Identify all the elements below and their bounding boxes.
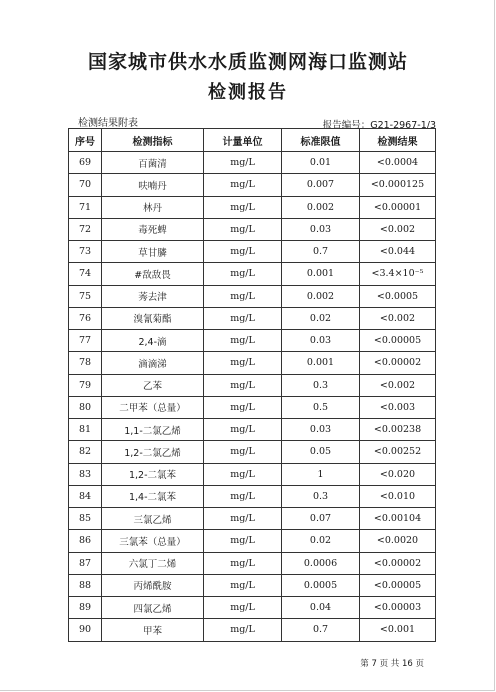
unit-cell: mg/L xyxy=(204,552,282,574)
unit-cell: mg/L xyxy=(204,285,282,307)
test-item-cell: 1,1-二氯乙烯 xyxy=(102,419,204,441)
table-header-row xyxy=(69,129,436,152)
test-result-cell: <0.002 xyxy=(360,374,436,396)
column-header: 计量单位 xyxy=(204,129,282,152)
standard-limit-cell: 0.03 xyxy=(282,419,360,441)
report-title: 检测报告 xyxy=(208,82,288,103)
test-result-cell: <0.020 xyxy=(360,463,436,485)
test-result-cell: <0.0020 xyxy=(360,530,436,552)
standard-limit-cell: 0.7 xyxy=(282,619,360,641)
test-item-cell: 1,2-二氯苯 xyxy=(102,463,204,485)
table-row xyxy=(69,263,436,285)
row-number-cell: 78 xyxy=(69,352,102,374)
standard-limit-cell: 0.02 xyxy=(282,530,360,552)
row-number-cell: 84 xyxy=(69,485,102,507)
test-item-cell: 六氯丁二烯 xyxy=(102,552,204,574)
table-row xyxy=(69,241,436,263)
row-number-cell: 81 xyxy=(69,419,102,441)
test-result-cell: <0.00252 xyxy=(360,441,436,463)
test-result-cell: <0.0004 xyxy=(360,152,436,174)
standard-limit-cell: 0.0005 xyxy=(282,574,360,596)
standard-limit-cell: 0.02 xyxy=(282,307,360,329)
test-result-cell: <0.003 xyxy=(360,396,436,418)
test-item-cell: 百菌清 xyxy=(102,152,204,174)
test-item-cell: 乙苯 xyxy=(102,374,204,396)
row-number-cell: 90 xyxy=(69,619,102,641)
test-item-cell: 林丹 xyxy=(102,196,204,218)
row-number-cell: 71 xyxy=(69,196,102,218)
table-row xyxy=(69,374,436,396)
row-number-cell: 86 xyxy=(69,530,102,552)
test-item-cell: #敌敌畏 xyxy=(102,263,204,285)
standard-limit-cell: 0.3 xyxy=(282,374,360,396)
unit-cell: mg/L xyxy=(204,419,282,441)
unit-cell: mg/L xyxy=(204,330,282,352)
table-row xyxy=(69,196,436,218)
unit-cell: mg/L xyxy=(204,307,282,329)
test-result-cell: <0.00001 xyxy=(360,196,436,218)
standard-limit-cell: 0.001 xyxy=(282,352,360,374)
standard-limit-cell: 0.01 xyxy=(282,152,360,174)
test-result-cell: <0.000125 xyxy=(360,174,436,196)
table-row xyxy=(69,352,436,374)
row-number-cell: 69 xyxy=(69,152,102,174)
table-row xyxy=(69,174,436,196)
table-row xyxy=(69,530,436,552)
row-number-cell: 76 xyxy=(69,307,102,329)
attachment-label: 检测结果附表 xyxy=(78,118,138,129)
row-number-cell: 85 xyxy=(69,508,102,530)
test-item-cell: 毒死蜱 xyxy=(102,218,204,240)
test-result-cell: <0.00005 xyxy=(360,574,436,596)
test-item-cell: 1,2-二氯乙烯 xyxy=(102,441,204,463)
table-body xyxy=(69,152,436,642)
row-number-cell: 82 xyxy=(69,441,102,463)
table-row xyxy=(69,330,436,352)
standard-limit-cell: 0.002 xyxy=(282,196,360,218)
row-number-cell: 72 xyxy=(69,218,102,240)
column-header: 序号 xyxy=(69,129,102,152)
table-row xyxy=(69,574,436,596)
unit-cell: mg/L xyxy=(204,619,282,641)
unit-cell: mg/L xyxy=(204,218,282,240)
standard-limit-cell: 0.002 xyxy=(282,285,360,307)
unit-cell: mg/L xyxy=(204,241,282,263)
standard-limit-cell: 0.007 xyxy=(282,174,360,196)
row-number-cell: 79 xyxy=(69,374,102,396)
unit-cell: mg/L xyxy=(204,508,282,530)
test-result-cell: <0.00002 xyxy=(360,552,436,574)
row-number-cell: 77 xyxy=(69,330,102,352)
test-item-cell: 滴滴涕 xyxy=(102,352,204,374)
table-row xyxy=(69,307,436,329)
test-result-cell: <0.00104 xyxy=(360,508,436,530)
table-row xyxy=(69,419,436,441)
standard-limit-cell: 0.04 xyxy=(282,597,360,619)
test-result-cell: <0.00002 xyxy=(360,352,436,374)
row-number-cell: 80 xyxy=(69,396,102,418)
standard-limit-cell: 0.03 xyxy=(282,218,360,240)
standard-limit-cell: 0.3 xyxy=(282,485,360,507)
test-result-cell: <3.4×10⁻⁵ xyxy=(360,263,436,285)
test-result-cell: <0.001 xyxy=(360,619,436,641)
test-item-cell: 1,4-二氯苯 xyxy=(102,485,204,507)
unit-cell: mg/L xyxy=(204,396,282,418)
column-header: 检测结果 xyxy=(360,129,436,152)
unit-cell: mg/L xyxy=(204,574,282,596)
table-row xyxy=(69,619,436,641)
table-row xyxy=(69,463,436,485)
standard-limit-cell: 0.0006 xyxy=(282,552,360,574)
table-row xyxy=(69,285,436,307)
test-result-cell: <0.044 xyxy=(360,241,436,263)
table-row xyxy=(69,396,436,418)
row-number-cell: 74 xyxy=(69,263,102,285)
table-row xyxy=(69,441,436,463)
table-row xyxy=(69,152,436,174)
column-header: 标准限值 xyxy=(282,129,360,152)
unit-cell: mg/L xyxy=(204,352,282,374)
standard-limit-cell: 0.05 xyxy=(282,441,360,463)
report-org-title: 国家城市供水水质监测网海口监测站 xyxy=(87,51,408,73)
test-item-cell: 四氯乙烯 xyxy=(102,597,204,619)
unit-cell: mg/L xyxy=(204,174,282,196)
row-number-cell: 88 xyxy=(69,574,102,596)
column-header: 检测指标 xyxy=(102,129,204,152)
report-number: 报告编号：G21-2967-1/3 xyxy=(322,120,436,131)
row-number-cell: 83 xyxy=(69,463,102,485)
row-number-cell: 70 xyxy=(69,174,102,196)
test-result-cell: <0.00005 xyxy=(360,330,436,352)
table-row xyxy=(69,508,436,530)
table-row xyxy=(69,218,436,240)
test-result-cell: <0.00003 xyxy=(360,597,436,619)
test-item-cell: 二甲苯（总量） xyxy=(102,396,204,418)
test-result-cell: <0.002 xyxy=(360,218,436,240)
standard-limit-cell: 0.5 xyxy=(282,396,360,418)
standard-limit-cell: 0.7 xyxy=(282,241,360,263)
unit-cell: mg/L xyxy=(204,485,282,507)
test-item-cell: 莠去津 xyxy=(102,285,204,307)
unit-cell: mg/L xyxy=(204,530,282,552)
test-item-cell: 呋喃丹 xyxy=(102,174,204,196)
unit-cell: mg/L xyxy=(204,441,282,463)
test-item-cell: 溴氰菊酯 xyxy=(102,307,204,329)
standard-limit-cell: 0.07 xyxy=(282,508,360,530)
test-item-cell: 三氯苯（总量） xyxy=(102,530,204,552)
table-row xyxy=(69,485,436,507)
unit-cell: mg/L xyxy=(204,597,282,619)
test-result-cell: <0.00238 xyxy=(360,419,436,441)
unit-cell: mg/L xyxy=(204,196,282,218)
results-table xyxy=(68,128,436,642)
test-item-cell: 2,4-滴 xyxy=(102,330,204,352)
test-result-cell: <0.010 xyxy=(360,485,436,507)
unit-cell: mg/L xyxy=(204,152,282,174)
test-item-cell: 草甘膦 xyxy=(102,241,204,263)
unit-cell: mg/L xyxy=(204,263,282,285)
unit-cell: mg/L xyxy=(204,374,282,396)
standard-limit-cell: 0.03 xyxy=(282,330,360,352)
table-row xyxy=(69,597,436,619)
row-number-cell: 89 xyxy=(69,597,102,619)
unit-cell: mg/L xyxy=(204,463,282,485)
standard-limit-cell: 0.001 xyxy=(282,263,360,285)
table-row xyxy=(69,552,436,574)
test-item-cell: 丙烯酰胺 xyxy=(102,574,204,596)
row-number-cell: 75 xyxy=(69,285,102,307)
row-number-cell: 73 xyxy=(69,241,102,263)
test-result-cell: <0.002 xyxy=(360,307,436,329)
test-result-cell: <0.0005 xyxy=(360,285,436,307)
page-number: 第 7 页 共 16 页 xyxy=(360,659,424,669)
test-item-cell: 三氯乙烯 xyxy=(102,508,204,530)
test-item-cell: 甲苯 xyxy=(102,619,204,641)
standard-limit-cell: 1 xyxy=(282,463,360,485)
row-number-cell: 87 xyxy=(69,552,102,574)
